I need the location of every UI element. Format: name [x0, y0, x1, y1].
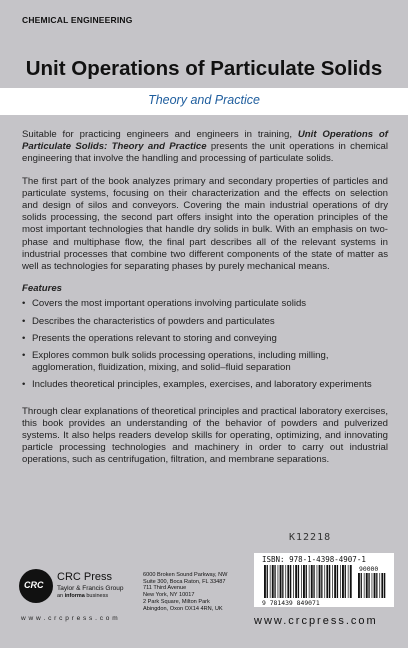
- barcode-bar: [287, 565, 289, 598]
- intro-emph: Unit Operations of Particulate Solids: Theory and Practice: [22, 129, 388, 153]
- features-heading: Features: [22, 283, 62, 295]
- barcode-bar: [381, 573, 383, 598]
- address-line: 711 Third Avenue: [143, 585, 187, 592]
- feature-item: • Includes theoretical principles, examples, exercises, and laboratory experiments: [22, 379, 372, 391]
- barcode-bar: [324, 565, 325, 598]
- bullet-icon: •: [22, 315, 26, 327]
- barcode-bar: [311, 565, 313, 598]
- barcode-bar: [340, 565, 341, 598]
- address-line: 2 Park Square, Milton Park: [143, 598, 210, 605]
- feature-item: • Presents the operations relevant to storing and conveying: [22, 332, 277, 344]
- barcode-bar: [332, 565, 333, 598]
- barcode-bar: [298, 565, 299, 598]
- barcode-bar: [358, 573, 360, 598]
- barcode-bar: [317, 565, 318, 598]
- barcode-bar: [379, 573, 380, 598]
- barcode-bars-main: [264, 565, 352, 598]
- paragraph-three: Through clear explanations of theoretical principles and practical laboratory exercises, this book provides an understanding of the behavior of powders and pulverized systems. It also helps readers develop skills for operating, optimizing, and innovating particle processing technologies and machinery in order to carry out industrial operations, such as centrifugation, filtration, and membrane separations.: [22, 405, 388, 466]
- price-code: 90000: [359, 565, 379, 573]
- address-line: 6000 Broken Sound Parkway, NW: [143, 572, 228, 578]
- intro-pre: Suitable for practicing engineers and engineers in training,: [22, 129, 298, 140]
- barcode-bar: [274, 565, 275, 598]
- barcode-bar: [368, 573, 369, 598]
- address-line: Abingdon, Oxon OX14 4RN, UK: [143, 605, 223, 612]
- intro-paragraph: [22, 129, 388, 166]
- barcode-bar: [329, 565, 330, 598]
- crc-logo-text: CRC: [24, 580, 44, 590]
- barcode-bar: [372, 573, 373, 598]
- paragraph-two: The first part of the book analyzes primary and secondary properties of particles and particulate systems, focusing on their characterization and the effects on selection and design of silos and conveyors. Covering the main industrial operations of dry solids processing, the second part offers insight into the operation principles of the most important technologies that handle dry solids in bulk. With an emphasis on two-phase and multiphase flow, the final part describes all of the relevant systems in industrial processes that combine two different components of the state of matter as well as technologies for separating phases by purely mechanical means.: [22, 175, 388, 273]
- publisher-business: an informa business: [57, 593, 109, 599]
- isbn-text: ISBN: 978-1-4398-4907-1: [262, 555, 366, 564]
- address-line: Suite 300, Boca Raton, FL 33487: [143, 578, 226, 585]
- book-title: Unit Operations of Particulate Solids: [25, 57, 383, 80]
- barcode-bars-addon: [358, 573, 385, 598]
- barcode-bar: [361, 573, 362, 598]
- barcode-bar: [345, 565, 346, 598]
- back-cover-text: [22, 129, 388, 477]
- barcode-bar: [319, 565, 321, 598]
- barcode-bar: [313, 565, 314, 598]
- barcode-bar: [348, 565, 349, 598]
- barcode-bar: [272, 565, 274, 598]
- barcode-bar: [264, 565, 266, 598]
- barcode-bar: [321, 565, 322, 598]
- bullet-icon: •: [22, 379, 26, 391]
- barcode-bar: [374, 573, 376, 598]
- feature-item: • Explores common bulk solids processing operations, including milling, agglomeration, fluidization, mixing, and solid–fluid separation: [22, 350, 329, 374]
- barcode-bar: [337, 565, 338, 598]
- barcode-bar: [326, 565, 328, 598]
- series-label: CHEMICAL ENGINEERING: [22, 15, 133, 25]
- features-list: [22, 298, 388, 391]
- publisher-group: Taylor & Francis Group: [57, 585, 124, 592]
- barcode-bar: [366, 573, 368, 598]
- barcode-bar: [280, 565, 282, 598]
- barcode-bar: [303, 565, 305, 598]
- barcode-bar: [270, 565, 271, 598]
- barcode-bar: [306, 565, 307, 598]
- publisher-url: www.crcpress.com: [254, 615, 378, 627]
- barcode-bar: [285, 565, 286, 598]
- barcode-bar: [295, 565, 297, 598]
- barcode-bar: [267, 565, 268, 598]
- barcode-digits: 9 781439 849071: [262, 599, 320, 607]
- barcode-bar: [376, 573, 377, 598]
- barcode-bar: [293, 565, 294, 598]
- barcode-bar: [282, 565, 283, 598]
- publisher-name: CRC Press: [57, 571, 113, 583]
- barcode-bar: [384, 573, 385, 598]
- barcode-bar: [278, 565, 279, 598]
- publisher-addresses: [143, 572, 227, 612]
- bullet-icon: •: [22, 332, 26, 344]
- barcode-bar: [350, 565, 352, 598]
- book-subtitle: Theory and Practice: [148, 93, 260, 107]
- address-line: New York, NY 10017: [143, 592, 195, 599]
- feature-item: • Covers the most important operations involving particulate solids: [22, 298, 307, 310]
- bullet-icon: •: [22, 298, 26, 310]
- catalog-number: K12218: [289, 532, 332, 543]
- barcode-bar: [301, 565, 302, 598]
- barcode-icon: [262, 564, 386, 607]
- publisher-url-small: w w w . c r c p r e s s . c o m: [21, 615, 119, 622]
- barcode-bar: [334, 565, 336, 598]
- bullet-icon: •: [22, 350, 26, 362]
- barcode-bar: [364, 573, 365, 598]
- barcode-bar: [309, 565, 310, 598]
- feature-item: • Describes the characteristics of powders and particulates: [22, 315, 275, 327]
- intro-post: presents the unit operations in chemical engineering that involve the handling and processing of particulate solids.: [22, 141, 389, 165]
- barcode-bar: [342, 565, 344, 598]
- barcode-bar: [290, 565, 291, 598]
